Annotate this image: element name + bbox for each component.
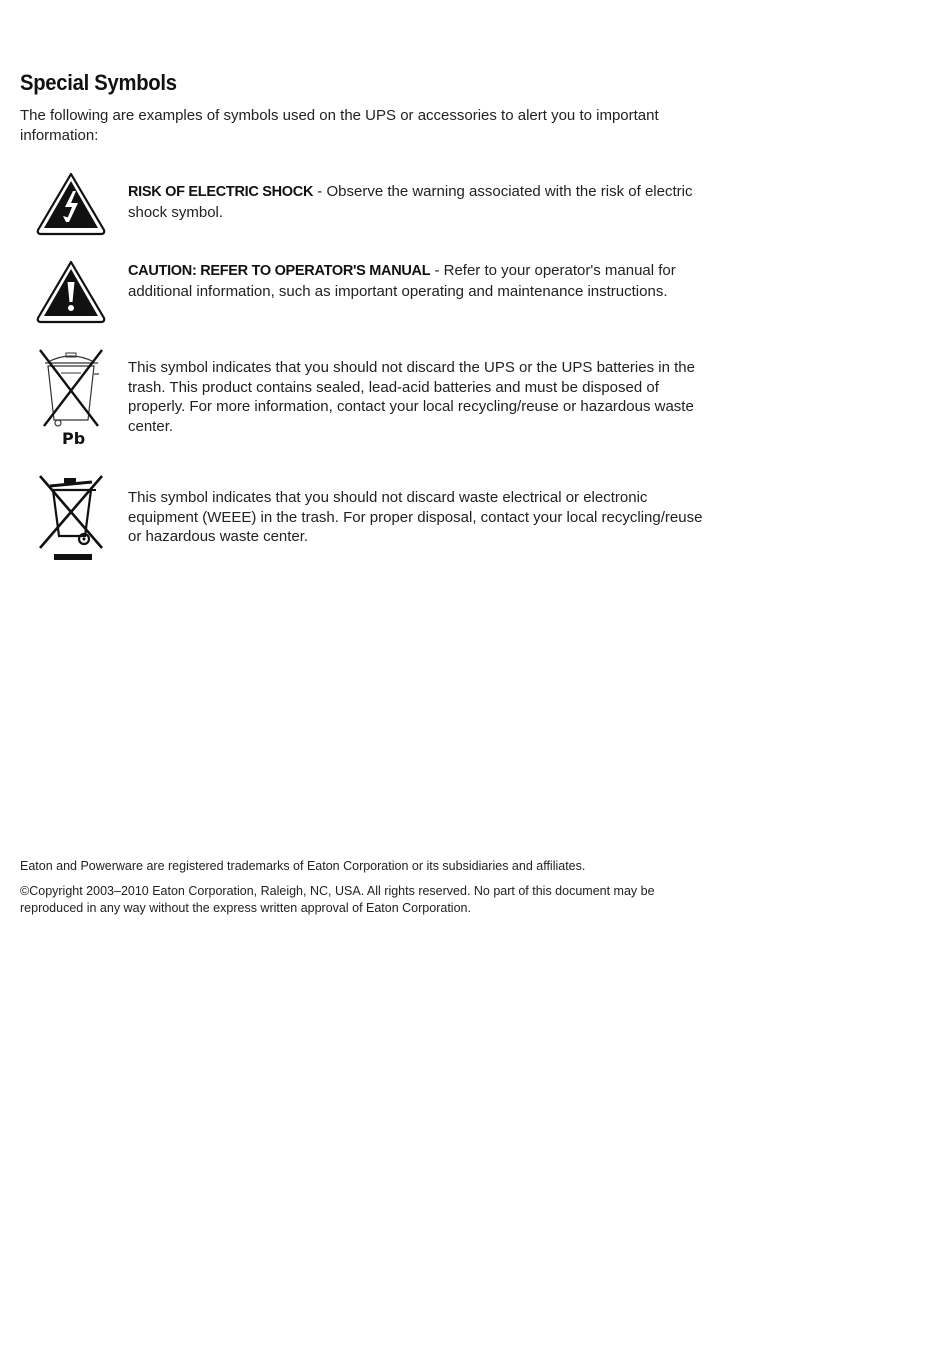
pb-label: Pb xyxy=(62,429,86,448)
copyright-notice: ©Copyright 2003–2010 Eaton Corporation, Raleigh, NC, USA. All rights reserved. No part of this document may be reproduced in any way without the express written approval of Eaton Corporation. xyxy=(20,884,655,915)
symbol-description: This symbol indicates that you should not discard waste electrical or electronic equipment (WEEE) in the trash. For proper disposal, contact your local recycling/reuse or hazardous waste center. xyxy=(128,489,703,545)
page-title: Special Symbols xyxy=(20,70,177,95)
symbol-description xyxy=(128,182,703,222)
symbol-description xyxy=(128,261,703,301)
symbol-text: - Refer to your operator's manual for additional information, such as important operating and maintenance instructions. xyxy=(128,262,676,300)
symbol-lead: CAUTION: REFER TO OPERATOR'S MANUAL xyxy=(128,263,431,279)
trademark-notice: Eaton and Powerware are registered trademarks of Eaton Corporation or its subsidiaries and affiliates. xyxy=(20,859,586,873)
symbol-lead: RISK OF ELECTRIC SHOCK xyxy=(128,184,314,200)
electric-shock-warning-icon xyxy=(36,172,108,236)
intro-paragraph: The following are examples of symbols used on the UPS or accessories to alert you to important information: xyxy=(20,107,659,144)
caution-exclamation-icon xyxy=(36,260,108,324)
symbol-text: - Observe the warning associated with the risk of electric shock symbol. xyxy=(128,183,693,221)
symbol-description: This symbol indicates that you should not discard the UPS or the UPS batteries in the trash. This product contains sealed, lead-acid batteries and must be disposed of properly. For more information, contact your local recycling/reuse or hazardous waste center. xyxy=(128,359,695,435)
no-trash-battery-pb-icon xyxy=(36,348,108,448)
weee-crossed-bin-icon xyxy=(36,472,108,564)
